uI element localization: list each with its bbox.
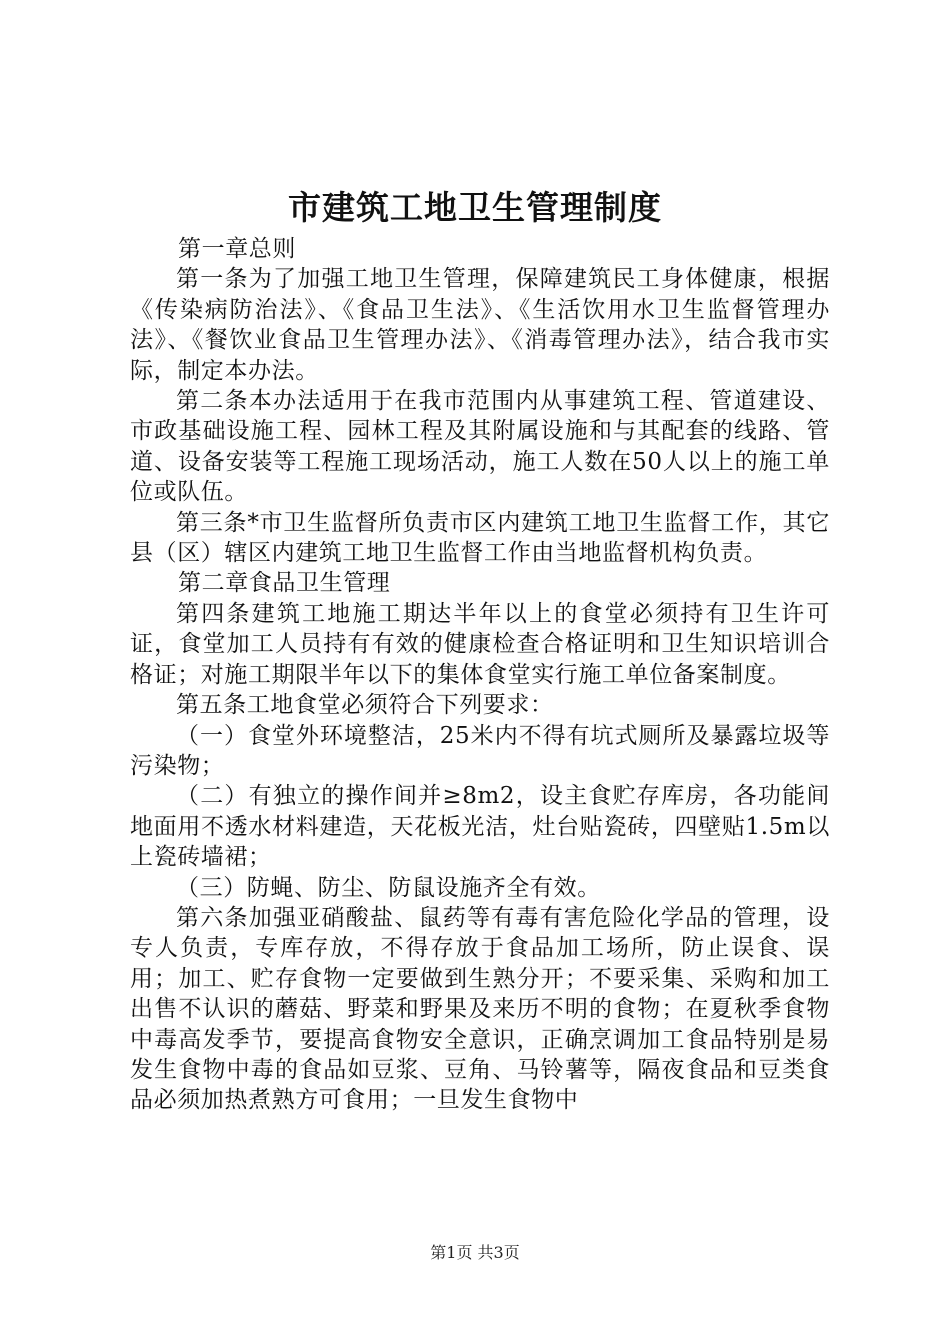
article-paragraph: 第一条为了加强工地卫生管理，保障建筑民工身体健康，根据《传染病防治法》、《食品卫生法》、《生活饮用水卫生监督管理办法》、《餐饮业食品卫生管理办法》、《消毒管理办法》，结合我市实际，制定本办法。 [130,266,830,384]
article-paragraph: 第六条加强亚硝酸盐、鼠药等有毒有害危险化学品的管理，设专人负责，专库存放，不得存放于食品加工场所，防止误食、误用；加工、贮存食物一定要做到生熟分开；不要采集、采购和加工出售不认识的蘑菇、野菜和野果及来历不明的食物；在夏秋季食物中毒高发季节，要提高食物安全意识，正确烹调加工食品特别是易发生食物中毒的食品如豆浆、豆角、马铃薯等，隔夜食品和豆类食品必须加热煮熟方可食用；一旦发生食物中 [130,904,830,1114]
page-number-footer: 第1页 共3页 [430,1243,520,1262]
article-paragraph: 第二条本办法适用于在我市范围内从事建筑工程、管道建设、市政基础设施工程、园林工程及其附属设施和与其配套的线路、管道、设备安装等工程施工现场活动，施工人数在50人以上的施工单位或队伍。 [130,388,830,506]
list-item: （二）有独立的操作间并≥8m2，设主食贮存库房，各功能间地面用不透水材料建造，天花板光洁，灶台贴瓷砖，四壁贴1.5m以上瓷砖墙裙； [130,783,830,871]
article-paragraph: 第五条工地食堂必须符合下列要求： [176,692,554,719]
article-paragraph: 第三条*市卫生监督所负责市区内建筑工地卫生监督工作，其它县（区）辖区内建筑工地卫生监督工作由当地监督机构负责。 [130,509,830,567]
chapter-heading: 第一章总则 [178,236,296,262]
chapter-heading: 第二章食品卫生管理 [178,570,391,597]
document-title: 市建筑工地卫生管理制度 [288,188,662,227]
list-item: （三）防蝇、防尘、防鼠设施齐全有效。 [176,874,601,901]
article-paragraph: 第四条建筑工地施工期达半年以上的食堂必须持有卫生许可证，食堂加工人员持有有效的健康检查合格证明和卫生知识培训合格证；对施工期限半年以下的集体食堂实行施工单位备案制度。 [130,600,830,688]
list-item: （一）食堂外环境整洁，25米内不得有坑式厕所及暴露垃圾等污染物； [130,722,830,779]
document-body [130,234,830,1116]
